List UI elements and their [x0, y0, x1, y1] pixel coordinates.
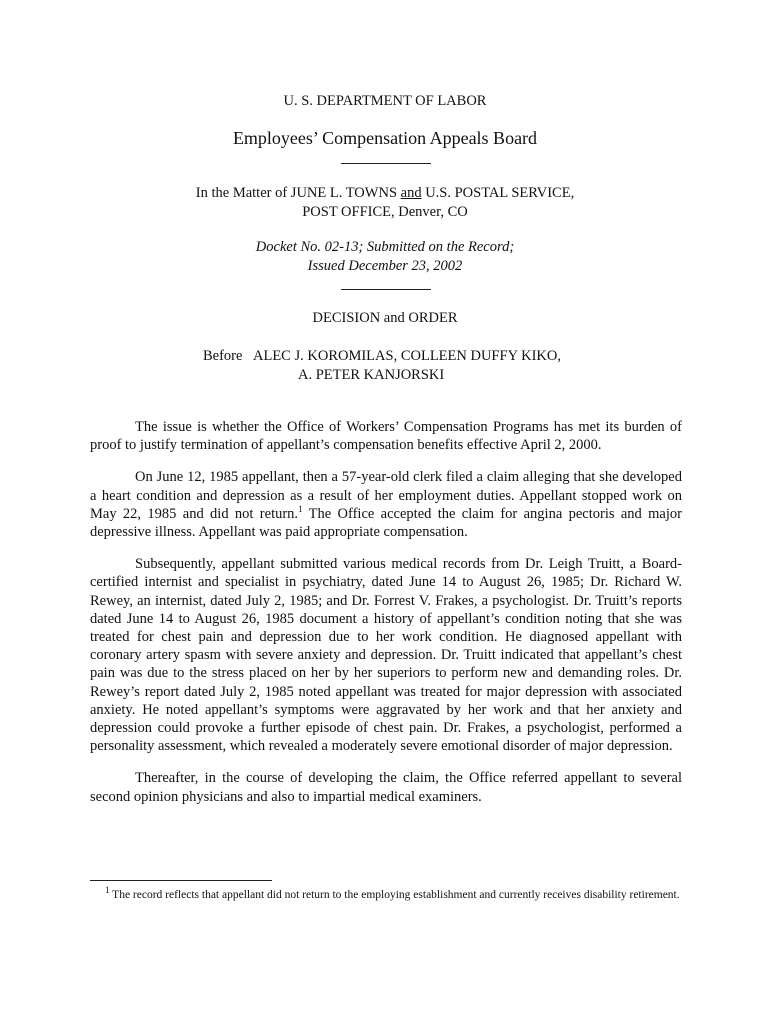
case-caption-line2: POST OFFICE, Denver, CO [302, 204, 468, 220]
header-divider [341, 163, 431, 164]
paragraph-issue: The issue is whether the Office of Workers’ Compensation Programs has met its burden of proof to justify termination of appellant’s compensation benefits effective April 2, 2000. [90, 419, 682, 454]
footnote-text: The record reflects that appellant did not return to the employing establishment and currently receives disability retirement. [109, 889, 680, 901]
decision-title: DECISION and ORDER [312, 310, 458, 326]
docket-line2: Issued December 23, 2002 [307, 258, 463, 274]
footnote-number: 1 [105, 885, 110, 896]
case-caption-line1 [0, 184, 770, 203]
paragraph-claim-part1: On June 12, 1985 appellant, then a 57-year-old clerk filed a claim alleging that she developed a heart condition and depression as a result of her employment duties. Appellant stopped work on May 22, 1985 and did not return. [90, 469, 682, 522]
decision-body [90, 418, 682, 820]
paragraph-medical-records: Subsequently, appellant submitted various medical records from Dr. Leigh Truitt, a Board-certified internist and specialist in psychiatry, dated June 14 to August 26, 1985; Dr. Richard W. Rewey, an internist, dated July 2, 1985; and Dr. Forrest V. Frakes, a psychologist. Dr. Truitt’s reports dated June 14 to August 26, 1985 document a history of appellant’s condition noting that she was treated for chest pain and depression due to her work condition. He diagnosed appellant with coronary artery spasm with severe anxiety and depression. Dr. Truitt indicated that appellant’s chest pain was due to the stress placed on her by her superiors to perform new and demanding roles. Dr. Rewey’s report dated July 2, 1985 noted appellant was treated for major depression with associated anxiety. He noted appellant’s symptoms were aggravated by her work and that her anxiety and depression could provoke a further episode of chest pain. Dr. Frakes, a psychologist, performed a personality assessment, which revealed a moderately severe emotional disorder of major depression. [90, 556, 682, 755]
paragraph-referral: Thereafter, in the course of developing the claim, the Office referred appellant to several second opinion physicians and also to impartial medical examiners. [90, 770, 682, 805]
panel-line1: ALEC J. KOROMILAS, COLLEEN DUFFY KIKO, [253, 348, 561, 364]
footnote-divider [90, 880, 272, 881]
footnote-ref[interactable]: 1 [298, 503, 303, 514]
docket-line1: Docket No. 02-13; Submitted on the Record; [255, 239, 515, 255]
panel-line2: A. PETER KANJORSKI [298, 367, 445, 383]
case-caption [0, 184, 770, 222]
case-caption-and: and [400, 185, 422, 201]
paragraph-claim-part2: The Office accepted the claim for angina pectoris and major depressive illness. Appellant was paid appropriate compensation. [90, 505, 682, 541]
docket-info [0, 238, 770, 276]
docket-divider [341, 289, 431, 290]
board-title: Employees’ Compensation Appeals Board [232, 128, 538, 148]
case-caption-suffix: U.S. POSTAL SERVICE, [421, 185, 575, 201]
case-caption-prefix: In the Matter of JUNE L. TOWNS [195, 185, 401, 201]
panel-members [203, 347, 561, 385]
before-label: Before [203, 348, 243, 364]
agency-heading: U. S. DEPARTMENT OF LABOR [283, 93, 487, 109]
paragraph-claim [90, 468, 682, 541]
footnote [90, 885, 682, 903]
